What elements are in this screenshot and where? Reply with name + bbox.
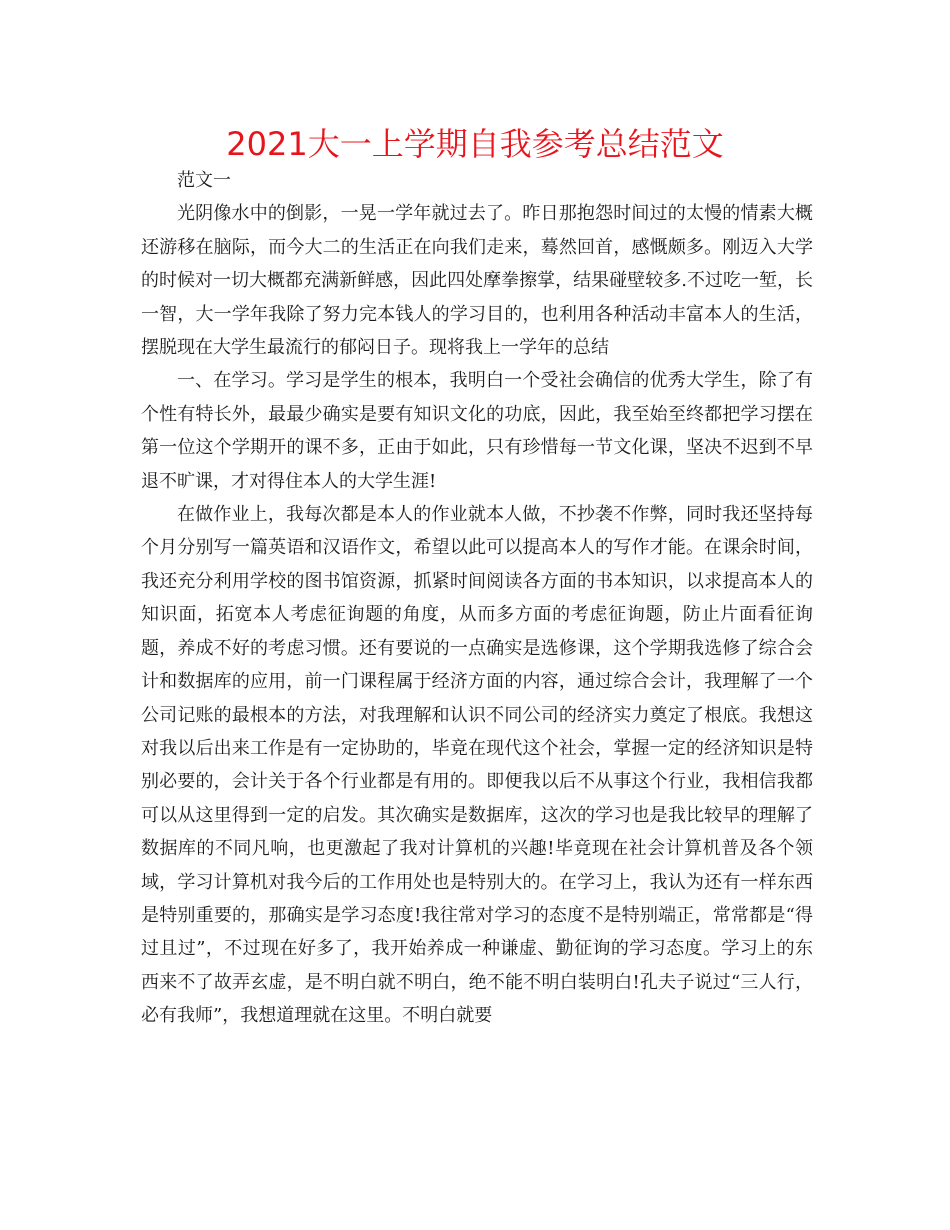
document-body — [141, 164, 813, 1033]
paragraph-homework: 在做作业上，我每次都是本人的作业就本人做，不抄袭不作弊，同时我还坚持每个月分别写一篇英语和汉语作文，希望以此可以提高本人的写作才能。在课余时间，我还充分利用学校的图书馆资源，抓紧时间阅读各方面的书本知识，以求提高本人的知识面，拓宽本人考虑征询题的角度，从而多方面的考虑征询题，防止片面看征询题，养成不好的考虑习惯。还有要说的一点确实是选修课，这个学期我选修了综合会计和数据库的应用，前一门课程属于经济方面的内容，通过综合会计，我理解了一个公司记账的最根本的方法，对我理解和认识不同公司的经济实力奠定了根底。我想这对我以后出来工作是有一定协助的，毕竟在现代这个社会，掌握一定的经济知识是特别必要的，会计关于各个行业都是有用的。即便我以后不从事这个行业，我相信我都可以从这里得到一定的启发。其次确实是数据库，这次的学习也是我比较早的理解了数据库的不同凡响，也更激起了我对计算机的兴趣!毕竟现在社会计算机普及各个领域，学习计算机对我今后的工作用处也是特别大的。在学习上，我认为还有一样东西是特别重要的，那确实是学习态度!我往常对学习的态度不是特别端正，常常都是“得过且过”，不过现在好多了，我开始养成一种谦虚、勤征询的学习态度。学习上的东西来不了故弄玄虚，是不明白就不明白，绝不能不明白装明白!孔夫子说过“三人行，必有我师”，我想道理就在这里。不明白就要 — [141, 504, 813, 1027]
section-label: 范文一 — [177, 170, 231, 191]
paragraph-study: 一、在学习。学习是学生的根本，我明白一个受社会确信的优秀大学生，除了有个性有特长外，最最少确实是要有知识文化的功底，因此，我至始至终都把学习摆在第一位这个学期开的课不多，正由于如此，只有珍惜每一节文化课，坚决不迟到不早退不旷课，才对得住本人的大学生涯! — [141, 370, 813, 492]
paragraph-intro: 光阴像水中的倒影，一晃一学年就过去了。昨日那抱怨时间过的太慢的情素大概还游移在脑际，而今大二的生活正在向我们走来，蓦然回首，感慨颇多。刚迈入大学的时候对一切大概都充满新鲜感，因此四处摩拳擦掌，结果碰壁较多.不过吃一堑，长一智，大一学年我除了努力完本钱人的学习目的，也利用各种活动丰富本人的生活，摆脱现在大学生最流行的郁闷日子。现将我上一学年的总结 — [141, 203, 813, 359]
document-title: 2021大一上学期自我参考总结范文 — [226, 125, 724, 163]
